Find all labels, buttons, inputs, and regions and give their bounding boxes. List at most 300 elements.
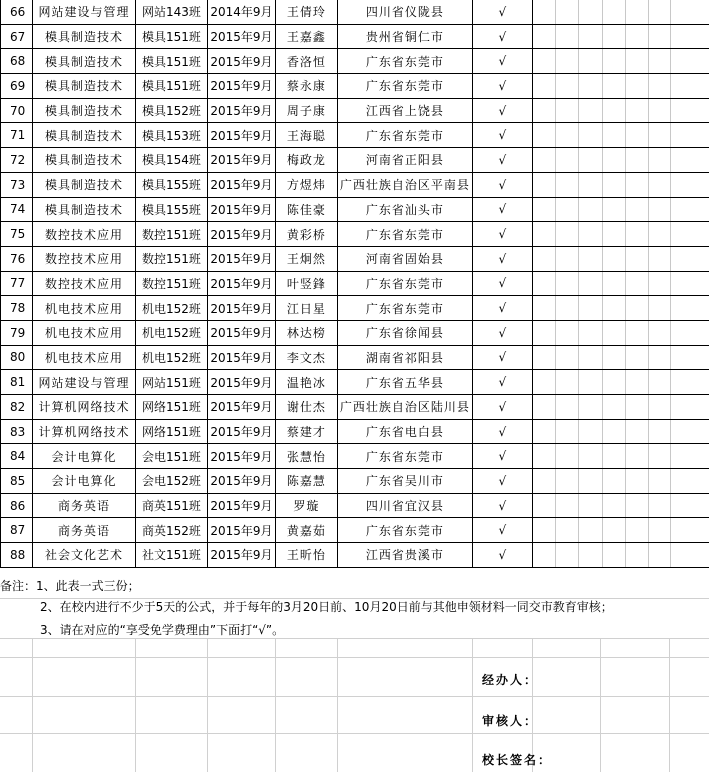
cell-mark: √ [472,444,532,469]
empty-reason-cell [578,345,602,370]
empty-reason-cell [625,469,648,494]
empty-reason-cell [625,222,648,247]
cell-no: 81 [1,370,33,395]
cell-date: 2015年9月 [207,419,275,444]
cell-name: 周子康 [275,98,337,123]
empty-reason-cell [671,222,709,247]
empty-reason-cell [555,469,578,494]
cell-origin: 湖南省祁阳县 [337,345,472,370]
empty-reason-cell [671,98,709,123]
cell-origin: 广东省东莞市 [337,74,472,99]
cell-no: 77 [1,271,33,296]
cell-major: 网站建设与管理 [32,0,135,24]
table-row [1,395,709,420]
empty-reason-cell [648,24,671,49]
cell-cls: 数控151班 [135,246,207,271]
empty-reason-cell [648,98,671,123]
empty-reason-cell [648,271,671,296]
cell-name: 王海聪 [275,123,337,148]
empty-reason-cell [671,148,709,173]
empty-reason-cell [555,24,578,49]
empty-reason-cell [578,197,602,222]
cell-date: 2015年9月 [207,271,275,296]
empty-reason-cell [578,172,602,197]
empty-reason-cell [532,222,555,247]
cell-date: 2015年9月 [207,469,275,494]
empty-reason-cell [602,320,625,345]
cell-cls: 模具152班 [135,98,207,123]
cell-name: 黄嘉茹 [275,518,337,543]
empty-reason-cell [555,370,578,395]
cell-name: 王昕怡 [275,543,337,568]
empty-reason-cell [555,320,578,345]
empty-reason-cell [532,197,555,222]
empty-reason-cell [578,271,602,296]
empty-reason-cell [648,419,671,444]
empty-reason-cell [648,0,671,24]
cell-mark: √ [472,271,532,296]
cell-name: 蔡永康 [275,74,337,99]
empty-reason-cell [578,543,602,568]
cell-no: 87 [1,518,33,543]
cell-mark: √ [472,518,532,543]
empty-reason-cell [625,197,648,222]
empty-reason-cell [578,320,602,345]
cell-origin: 河南省固始县 [337,246,472,271]
cell-mark: √ [472,24,532,49]
cell-no: 86 [1,493,33,518]
cell-no: 66 [1,0,33,24]
empty-reason-cell [648,543,671,568]
cell-name: 香洛恒 [275,49,337,74]
cell-major: 会计电算化 [32,469,135,494]
cell-name: 温艳冰 [275,370,337,395]
cell-major: 商务英语 [32,518,135,543]
cell-date: 2015年9月 [207,370,275,395]
cell-cls: 网络151班 [135,395,207,420]
empty-reason-cell [625,246,648,271]
empty-reason-cell [648,123,671,148]
cell-date: 2015年9月 [207,395,275,420]
empty-reason-cell [648,493,671,518]
empty-reason-cell [578,98,602,123]
note-line-2: 2、在校内进行不少于5天的公式，并于每年的3月20日前、10月20日前与其他申领材料一同交市教育审核； [40,600,613,614]
table-row [1,444,709,469]
table-row [1,246,709,271]
cell-major: 计算机网络技术 [32,419,135,444]
cell-date: 2015年9月 [207,296,275,321]
cell-cls: 商英151班 [135,493,207,518]
empty-reason-cell [602,271,625,296]
empty-reason-cell [578,419,602,444]
cell-cls: 商英152班 [135,518,207,543]
table-row [1,24,709,49]
cell-major: 计算机网络技术 [32,395,135,420]
empty-reason-cell [555,444,578,469]
empty-reason-cell [602,419,625,444]
empty-reason-cell [671,345,709,370]
cell-name: 江日星 [275,296,337,321]
empty-reason-cell [578,246,602,271]
cell-no: 85 [1,469,33,494]
empty-reason-cell [602,395,625,420]
empty-reason-cell [671,246,709,271]
empty-reason-cell [532,0,555,24]
note-line-1: 备注：1、此表一式三份； [0,579,140,593]
cell-mark: √ [472,123,532,148]
empty-reason-cell [671,419,709,444]
cell-name: 陈嘉慧 [275,469,337,494]
empty-reason-cell [671,0,709,24]
cell-name: 蔡建才 [275,419,337,444]
empty-reason-cell [648,197,671,222]
empty-reason-cell [555,49,578,74]
empty-reason-cell [578,222,602,247]
cell-no: 73 [1,172,33,197]
empty-reason-cell [625,345,648,370]
cell-major: 社会文化艺术 [32,543,135,568]
table-row [1,172,709,197]
empty-reason-cell [625,320,648,345]
cell-mark: √ [472,197,532,222]
empty-reason-cell [532,543,555,568]
cell-mark: √ [472,74,532,99]
cell-origin: 江西省上饶县 [337,98,472,123]
cell-name: 李文杰 [275,345,337,370]
cell-no: 88 [1,543,33,568]
student-table-body [1,0,709,567]
cell-no: 80 [1,345,33,370]
cell-cls: 会电152班 [135,469,207,494]
cell-origin: 广东省东莞市 [337,49,472,74]
empty-reason-cell [648,444,671,469]
empty-reason-cell [648,49,671,74]
empty-reason-cell [625,123,648,148]
empty-reason-cell [578,370,602,395]
cell-major: 模具制造技术 [32,74,135,99]
empty-reason-cell [625,271,648,296]
empty-reason-cell [578,444,602,469]
empty-reason-cell [555,74,578,99]
cell-name: 林达榜 [275,320,337,345]
empty-reason-cell [602,296,625,321]
cell-major: 模具制造技术 [32,123,135,148]
cell-date: 2015年9月 [207,49,275,74]
cell-date: 2015年9月 [207,345,275,370]
handler-label: 经办人： [482,673,539,687]
empty-reason-cell [671,172,709,197]
cell-origin: 广西壮族自治区陆川县 [337,395,472,420]
table-row [1,271,709,296]
table-row [1,98,709,123]
empty-reason-cell [671,320,709,345]
cell-major: 机电技术应用 [32,296,135,321]
cell-origin: 广东省汕头市 [337,197,472,222]
empty-reason-cell [578,148,602,173]
cell-cls: 机电152班 [135,320,207,345]
empty-reason-cell [602,24,625,49]
cell-name: 陈佳豪 [275,197,337,222]
cell-major: 数控技术应用 [32,246,135,271]
cell-date: 2015年9月 [207,98,275,123]
empty-reason-cell [578,24,602,49]
table-row [1,49,709,74]
table-row [1,518,709,543]
cell-name: 方煜炜 [275,172,337,197]
cell-date: 2015年9月 [207,148,275,173]
empty-reason-cell [602,172,625,197]
cell-mark: √ [472,172,532,197]
empty-reason-cell [671,271,709,296]
empty-reason-cell [648,296,671,321]
cell-name: 罗璇 [275,493,337,518]
cell-cls: 模具154班 [135,148,207,173]
cell-name: 叶竖鋒 [275,271,337,296]
empty-reason-cell [602,469,625,494]
cell-cls: 数控151班 [135,222,207,247]
empty-reason-cell [555,0,578,24]
table-row [1,0,709,24]
table-row [1,543,709,568]
empty-reason-cell [532,271,555,296]
empty-reason-cell [671,24,709,49]
cell-major: 模具制造技术 [32,148,135,173]
table-row [1,74,709,99]
cell-no: 75 [1,222,33,247]
cell-mark: √ [472,493,532,518]
empty-reason-cell [602,370,625,395]
cell-major: 模具制造技术 [32,197,135,222]
empty-reason-cell [671,543,709,568]
cell-no: 69 [1,74,33,99]
empty-reason-cell [648,345,671,370]
empty-reason-cell [648,395,671,420]
cell-no: 83 [1,419,33,444]
cell-cls: 数控151班 [135,271,207,296]
empty-reason-cell [602,0,625,24]
empty-reason-cell [555,345,578,370]
empty-reason-cell [555,123,578,148]
cell-cls: 模具151班 [135,74,207,99]
cell-name: 王嘉鑫 [275,24,337,49]
empty-reason-cell [532,123,555,148]
empty-reason-cell [532,49,555,74]
cell-date: 2015年9月 [207,197,275,222]
cell-name: 王炯然 [275,246,337,271]
empty-reason-cell [625,493,648,518]
cell-no: 84 [1,444,33,469]
empty-reason-cell [602,246,625,271]
empty-reason-cell [648,172,671,197]
reviewer-label: 审核人： [482,714,539,728]
cell-no: 76 [1,246,33,271]
cell-origin: 贵州省铜仁市 [337,24,472,49]
cell-cls: 网站151班 [135,370,207,395]
empty-reason-cell [602,49,625,74]
cell-major: 模具制造技术 [32,172,135,197]
empty-reason-cell [532,24,555,49]
empty-reason-cell [625,24,648,49]
empty-reason-cell [671,469,709,494]
cell-mark: √ [472,320,532,345]
cell-mark: √ [472,49,532,74]
empty-reason-cell [532,320,555,345]
empty-reason-cell [532,74,555,99]
cell-major: 数控技术应用 [32,222,135,247]
cell-no: 68 [1,49,33,74]
empty-reason-cell [671,370,709,395]
empty-reason-cell [578,49,602,74]
cell-name: 王倩玲 [275,0,337,24]
table-row [1,222,709,247]
cell-origin: 广东省东莞市 [337,271,472,296]
cell-origin: 四川省宜汉县 [337,493,472,518]
empty-reason-cell [602,444,625,469]
cell-major: 商务英语 [32,493,135,518]
cell-no: 70 [1,98,33,123]
empty-reason-cell [602,197,625,222]
empty-reason-cell [625,172,648,197]
principal-signature-label: 校长签名： [482,753,553,767]
cell-origin: 河南省正阳县 [337,148,472,173]
empty-reason-cell [625,49,648,74]
cell-name: 谢仕杰 [275,395,337,420]
cell-date: 2015年9月 [207,172,275,197]
cell-cls: 机电152班 [135,296,207,321]
table-row [1,345,709,370]
empty-reason-cell [555,246,578,271]
cell-name: 张慧怡 [275,444,337,469]
cell-cls: 模具153班 [135,123,207,148]
cell-origin: 广东省东莞市 [337,444,472,469]
cell-mark: √ [472,0,532,24]
table-row [1,148,709,173]
cell-name: 梅政龙 [275,148,337,173]
cell-mark: √ [472,370,532,395]
empty-reason-cell [648,518,671,543]
empty-reason-cell [532,419,555,444]
cell-origin: 四川省仪陇县 [337,0,472,24]
empty-reason-cell [555,98,578,123]
empty-reason-cell [532,296,555,321]
cell-no: 79 [1,320,33,345]
empty-reason-cell [602,493,625,518]
empty-reason-cell [532,370,555,395]
cell-date: 2015年9月 [207,493,275,518]
empty-reason-cell [555,543,578,568]
cell-no: 78 [1,296,33,321]
empty-reason-cell [602,518,625,543]
empty-reason-cell [648,148,671,173]
cell-origin: 广东省吴川市 [337,469,472,494]
cell-no: 67 [1,24,33,49]
empty-sheet-grid [0,598,709,772]
cell-origin: 广东省东莞市 [337,518,472,543]
cell-major: 会计电算化 [32,444,135,469]
empty-reason-cell [578,518,602,543]
cell-origin: 广东省东莞市 [337,296,472,321]
empty-reason-cell [625,395,648,420]
empty-reason-cell [625,74,648,99]
cell-date: 2015年9月 [207,320,275,345]
empty-reason-cell [625,98,648,123]
cell-date: 2015年9月 [207,543,275,568]
empty-reason-cell [555,419,578,444]
empty-reason-cell [625,518,648,543]
table-row [1,370,709,395]
cell-major: 模具制造技术 [32,49,135,74]
empty-reason-cell [578,123,602,148]
empty-reason-cell [555,197,578,222]
empty-reason-cell [555,395,578,420]
empty-reason-cell [532,246,555,271]
cell-mark: √ [472,246,532,271]
empty-reason-cell [671,518,709,543]
empty-reason-cell [602,148,625,173]
cell-date: 2015年9月 [207,74,275,99]
empty-reason-cell [555,296,578,321]
empty-reason-cell [671,74,709,99]
cell-major: 模具制造技术 [32,98,135,123]
cell-mark: √ [472,296,532,321]
cell-origin: 广东省东莞市 [337,123,472,148]
empty-reason-cell [532,148,555,173]
table-row [1,296,709,321]
empty-reason-cell [532,395,555,420]
cell-origin: 江西省贵溪市 [337,543,472,568]
empty-reason-cell [625,148,648,173]
cell-cls: 机电152班 [135,345,207,370]
cell-no: 71 [1,123,33,148]
empty-reason-cell [625,419,648,444]
empty-reason-cell [532,493,555,518]
cell-major: 机电技术应用 [32,320,135,345]
empty-reason-cell [578,395,602,420]
empty-reason-cell [671,197,709,222]
cell-date: 2015年9月 [207,518,275,543]
empty-reason-cell [671,444,709,469]
cell-cls: 会电151班 [135,444,207,469]
cell-cls: 模具155班 [135,172,207,197]
cell-cls: 社文151班 [135,543,207,568]
empty-reason-cell [671,49,709,74]
cell-mark: √ [472,395,532,420]
cell-cls: 模具155班 [135,197,207,222]
empty-reason-cell [532,98,555,123]
cell-origin: 广东省五华县 [337,370,472,395]
cell-date: 2015年9月 [207,24,275,49]
empty-reason-cell [532,518,555,543]
cell-major: 机电技术应用 [32,345,135,370]
empty-reason-cell [648,222,671,247]
cell-no: 82 [1,395,33,420]
empty-reason-cell [648,469,671,494]
empty-reason-cell [625,296,648,321]
empty-reason-cell [555,271,578,296]
empty-reason-cell [602,222,625,247]
empty-reason-cell [555,518,578,543]
empty-reason-cell [532,345,555,370]
empty-reason-cell [555,222,578,247]
cell-cls: 网站143班 [135,0,207,24]
cell-cls: 模具151班 [135,24,207,49]
cell-date: 2015年9月 [207,222,275,247]
empty-reason-cell [625,543,648,568]
cell-mark: √ [472,148,532,173]
empty-reason-cell [602,74,625,99]
empty-reason-cell [671,493,709,518]
cell-no: 74 [1,197,33,222]
